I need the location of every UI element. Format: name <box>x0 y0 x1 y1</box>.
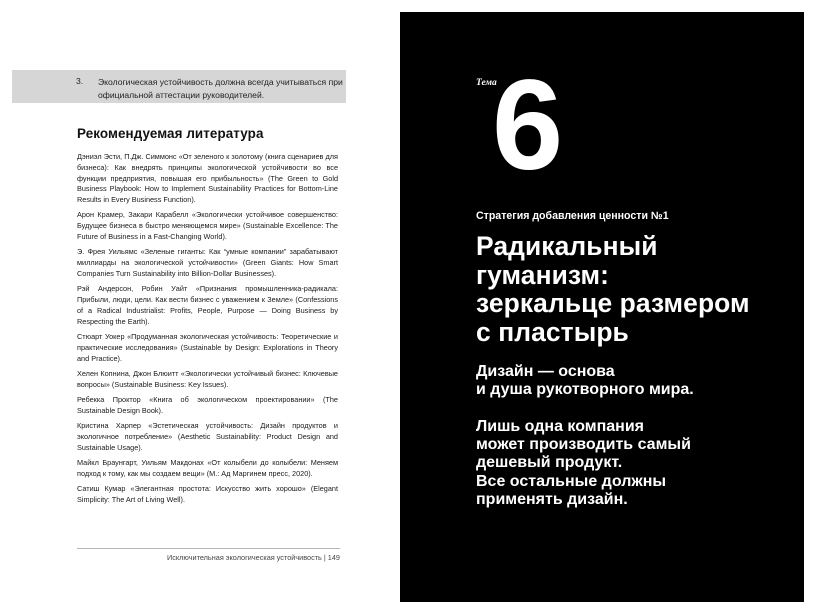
reference-item: Э. Фрея Уильямс «Зеленые гиганты: Как “умные компании” зарабатывают миллиарды на экологической устойчивости» (Green Giants: How Smart Companies Turn Sustainability into Billion-Dollar Businesses). <box>77 247 338 278</box>
reference-item: Хелен Копнина, Джон Блюитт «Экологически устойчивый бизнес: Ключевые вопросы» (Sustainable Business: Key Issues). <box>77 368 338 389</box>
chapter-label: Тема <box>476 78 497 88</box>
title-line: с пластырь <box>476 316 629 347</box>
quote-line: Все остальные должны <box>476 472 667 490</box>
subtitle-line: Дизайн — основа <box>476 363 615 380</box>
chapter-quote <box>476 418 796 509</box>
reference-item: Стюарт Уокер «Продуманная экологическая устойчивость: Теоретические и практические исследования» (Sustainable by Design: Explorations in Theory and Practice). <box>77 331 338 363</box>
reference-item: Майкл Браунгарт, Уильям Макдонах «От колыбели до колыбели: Меняем подход к тому, как мы создаем вещи» (М.: Ад Маргинем пресс, 2020). <box>77 457 338 478</box>
reference-list <box>77 152 338 510</box>
strategy-label: Стратегия добавления ценности №1 <box>476 210 669 222</box>
highlight-text: Экологическая устойчивость должна всегда учитываться при официальной аттестации руководителей. <box>98 77 343 100</box>
quote-line: дешевый продукт. <box>476 454 623 472</box>
footer-divider <box>77 548 340 549</box>
highlight-box <box>12 70 346 103</box>
literature-heading: Рекомендуемая литература <box>77 126 264 141</box>
subtitle-line: и душа рукотворного мира. <box>476 381 694 399</box>
reference-item: Кристина Харпер «Эстетическая устойчивость: Дизайн продуктов и экологичное потребление» (Aesthetic Sustainability: Product Design and Sustainable Usage). <box>77 421 338 452</box>
title-line: Радикальный <box>476 231 658 261</box>
highlight-number: 3. <box>76 76 84 86</box>
title-line: зеркальце размером <box>476 288 750 318</box>
reference-item: Арон Крамер, Закари Карабелл «Экологически устойчивое совершенство: Будущее бизнеса в быстро меняющемся мире» (Sustainable Excellence: The Future of Business in a Fast-Changing World). <box>77 210 338 242</box>
quote-line: Лишь одна компания <box>476 418 644 435</box>
chapter-subtitle <box>476 363 796 399</box>
chapter-title <box>476 232 796 346</box>
left-page <box>0 0 400 610</box>
page-footer: Исключительная экологическая устойчивость | 149 <box>166 553 340 562</box>
quote-line: может производить самый <box>476 436 691 454</box>
reference-item: Ребекка Проктор «Книга об экологическом проектировании» (The Sustainable Design Book). <box>77 394 338 415</box>
right-page <box>400 12 804 602</box>
chapter-number: 6 <box>492 54 562 197</box>
reference-item: Сатиш Кумар «Элегантная простота: Искусство жить хорошо» (Elegant Simplicity: The Art of Living Well). <box>77 484 338 504</box>
reference-item: Дэниэл Эсти, П.Дж. Симмонс «От зеленого к золотому (книга сценариев для бизнеса): Как внедрять принципы экологической устойчивости во все функции предприятия, повышая его прибыльность» (The Green to Gold Business Playbook: How to Implement Sustainability Practices for Bottom-Line Results in Every Business Function). <box>77 152 338 205</box>
title-line: гуманизм: <box>476 259 610 290</box>
reference-item: Рэй Андерсон, Робин Уайт «Признания промышленника-радикала: Прибыли, люди, цели. Как вести бизнес с уважением к Земле» (Confessions of a Radical Industrialist: Profits, People, Purpose — Doing Business by Respecting the Earth). <box>77 284 338 326</box>
quote-line: применять дизайн. <box>476 490 628 508</box>
